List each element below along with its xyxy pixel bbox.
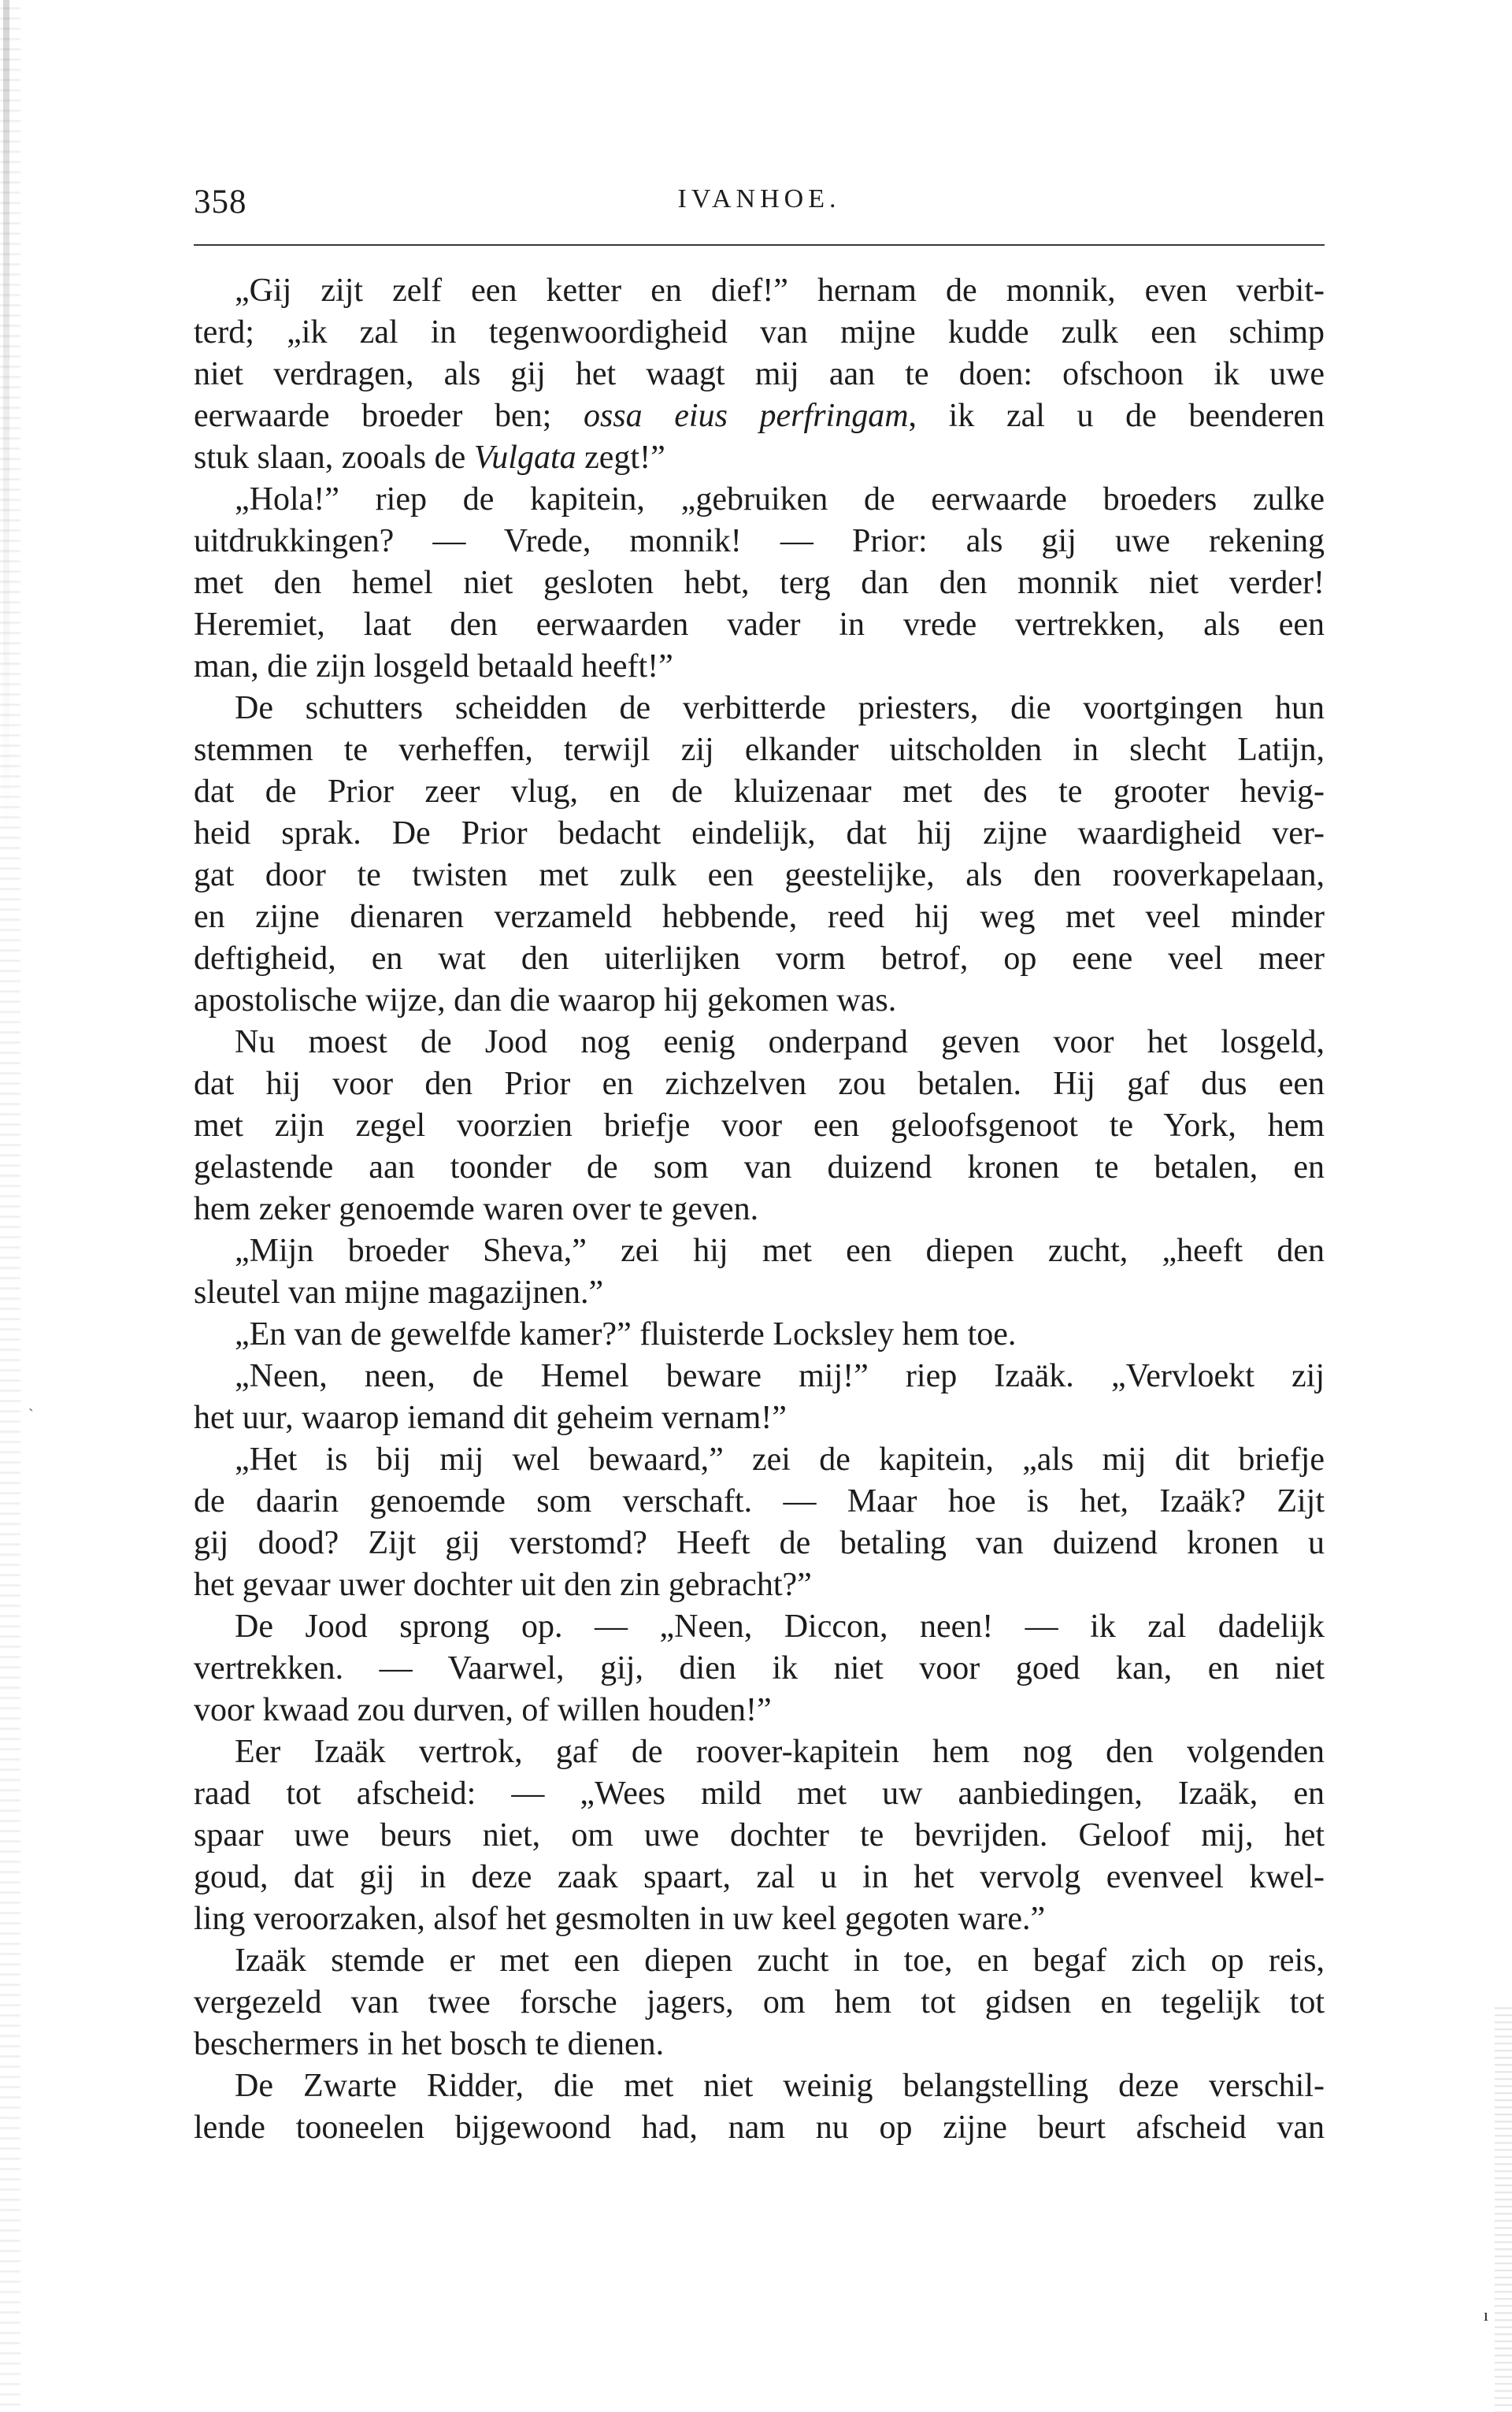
text-fragment: zegt!” <box>576 440 665 476</box>
text-line: dat hij voor den Prior en zichzelven zou betalen. Hij gaf dus een <box>194 1066 1325 1102</box>
text-line: gat door te twisten met zulk een geestelijke, als den rooverkapelaan, <box>194 857 1325 893</box>
text-line: voor kwaad zou durven, of willen houden!” <box>194 1692 772 1728</box>
text-fragment: , ik zal u de beenderen <box>908 398 1325 434</box>
paragraph-2 <box>194 479 1325 688</box>
vulgata-word: Vulgata <box>473 440 576 476</box>
text-line-with-vulgata <box>194 437 1325 479</box>
paragraph-8 <box>194 1439 1325 1606</box>
header-rule <box>194 244 1325 246</box>
text-fragment: eerwaarde broeder ben; <box>194 398 584 434</box>
scan-edge-left <box>0 0 20 2412</box>
text-line: niet verdragen, als gij het waagt mij aan te doen: ofschoon ik uwe <box>194 356 1325 392</box>
text-line: apostolische wijze, dan die waarop hij gekomen was. <box>194 982 897 1019</box>
running-title: IVANHOE. <box>677 184 841 213</box>
text-line: het gevaar uwer dochter uit den zin gebracht?” <box>194 1567 812 1603</box>
paragraph-1 <box>194 270 1325 479</box>
paragraph-10 <box>194 1731 1325 1940</box>
paragraph-7 <box>194 1356 1325 1439</box>
text-line: gelastende aan toonder de som van duizend kronen te betalen, en <box>194 1149 1325 1186</box>
text-line: „Gij zijt zelf een ketter en dief!” hernam de monnik, even verbit- <box>235 273 1325 309</box>
text-line: het uur, waarop iemand dit geheim vernam!” <box>194 1400 787 1436</box>
body-text <box>194 270 1325 2149</box>
paragraph-5 <box>194 1230 1325 1314</box>
text-line: Eer Izaäk vertrok, gaf de roover-kapitein hem nog den volgenden <box>235 1734 1325 1770</box>
text-line: dat de Prior zeer vlug, en de kluizenaar met des te grooter hevig- <box>194 774 1325 810</box>
text-line: raad tot afscheid: — „Wees mild met uw aanbiedingen, Izaäk, en <box>194 1776 1325 1812</box>
text-line: deftigheid, en wat den uiterlijken vorm betrof, op eene veel meer <box>194 941 1325 977</box>
text-line: De Jood sprong op. — „Neen, Diccon, neen! — ik zal dadelijk <box>235 1609 1325 1645</box>
paragraph-4 <box>194 1022 1325 1230</box>
text-line: uitdrukkingen? — Vrede, monnik! — Prior: als gij uwe rekening <box>194 523 1325 559</box>
text-line: man, die zijn losgeld betaald heeft!” <box>194 648 673 685</box>
text-line: stemmen te verheffen, terwijl zij elkander uitscholden in slecht Latijn, <box>194 732 1325 768</box>
paragraph-12 <box>194 2065 1325 2149</box>
text-line: beschermers in het bosch te dienen. <box>194 2026 665 2062</box>
text-line: hem zeker genoemde waren over te geven. <box>194 1191 759 1227</box>
text-line: „Neen, neen, de Hemel beware mij!” riep Izaäk. „Vervloekt zij <box>235 1358 1325 1394</box>
text-line: Nu moest de Jood nog eenig onderpand geven voor het losgeld, <box>235 1024 1325 1060</box>
paragraph-9 <box>194 1606 1325 1731</box>
text-line-with-latin <box>194 395 1325 437</box>
text-line: „Hola!” riep de kapitein, „gebruiken de eerwaarde broeders zulke <box>235 481 1325 518</box>
running-head <box>194 183 1325 230</box>
text-line: met zijn zegel voorzien briefje voor een geloofsgenoot te York, hem <box>194 1108 1325 1144</box>
text-line: Heremiet, laat den eerwaarden vader in vrede vertrekken, als een <box>194 607 1325 643</box>
scan-edge-shadow <box>3 0 9 866</box>
text-line: spaar uwe beurs niet, om uwe dochter te bevrijden. Geloof mij, het <box>194 1817 1325 1854</box>
text-line: sleutel van mijne magazijnen.” <box>194 1275 604 1311</box>
page-number: 358 <box>194 184 247 221</box>
text-line: gij dood? Zijt gij verstomd? Heeft de betaling van duizend kronen u <box>194 1525 1325 1561</box>
text-line: lende tooneelen bijgewoond had, nam nu op zijne beurt afscheid van <box>194 2110 1325 2146</box>
text-line: Izaäk stemde er met een diepen zucht in toe, en begaf zich op reis, <box>235 1943 1325 1979</box>
text-line: vergezeld van twee forsche jagers, om hem tot gidsen en tegelijk tot <box>194 1984 1325 2021</box>
text-line: heid sprak. De Prior bedacht eindelijk, dat hij zijne waardigheid ver- <box>194 815 1325 852</box>
text-line: en zijne dienaren verzameld hebbende, reed hij weg met veel minder <box>194 899 1325 935</box>
scan-edge-right <box>1495 2002 1512 2412</box>
text-line: „En van de gewelfde kamer?” fluisterde Locksley hem toe. <box>235 1316 1017 1353</box>
text-line: ling veroorzaken, alsof het gesmolten in uw keel gegoten ware.” <box>194 1901 1046 1937</box>
text-line: „Mijn broeder Sheva,” zei hij met een diepen zucht, „heeft den <box>235 1233 1325 1269</box>
latin-phrase: ossa eius perfringam <box>583 398 909 434</box>
text-line: goud, dat gij in deze zaak spaart, zal u in het vervolg evenveel kwel- <box>194 1859 1325 1895</box>
scan-speck: ı <box>1483 2305 1488 2325</box>
text-line: De Zwarte Ridder, die met niet weinig belangstelling deze verschil- <box>235 2068 1325 2104</box>
text-line: „Het is bij mij wel bewaard,” zei de kapitein, „als mij dit briefje <box>235 1442 1325 1478</box>
paragraph-6 <box>194 1314 1325 1356</box>
text-line: terd; „ik zal in tegenwoordigheid van mijne kudde zulk een schimp <box>194 314 1325 351</box>
text-line: De schutters scheidden de verbitterde priesters, die voortgingen hun <box>235 690 1325 726</box>
text-line: met den hemel niet gesloten hebt, terg dan den monnik niet verder! <box>194 565 1325 601</box>
text-line: de daarin genoemde som verschaft. — Maar hoe is het, Izaäk? Zijt <box>194 1483 1325 1520</box>
text-line: vertrekken. — Vaarwel, gij, dien ik niet voor goed kan, en niet <box>194 1650 1325 1687</box>
paragraph-3 <box>194 688 1325 1022</box>
paragraph-11 <box>194 1940 1325 2065</box>
text-fragment: stuk slaan, zooals de <box>194 440 474 476</box>
scan-speck: ˎ <box>28 1394 34 1412</box>
